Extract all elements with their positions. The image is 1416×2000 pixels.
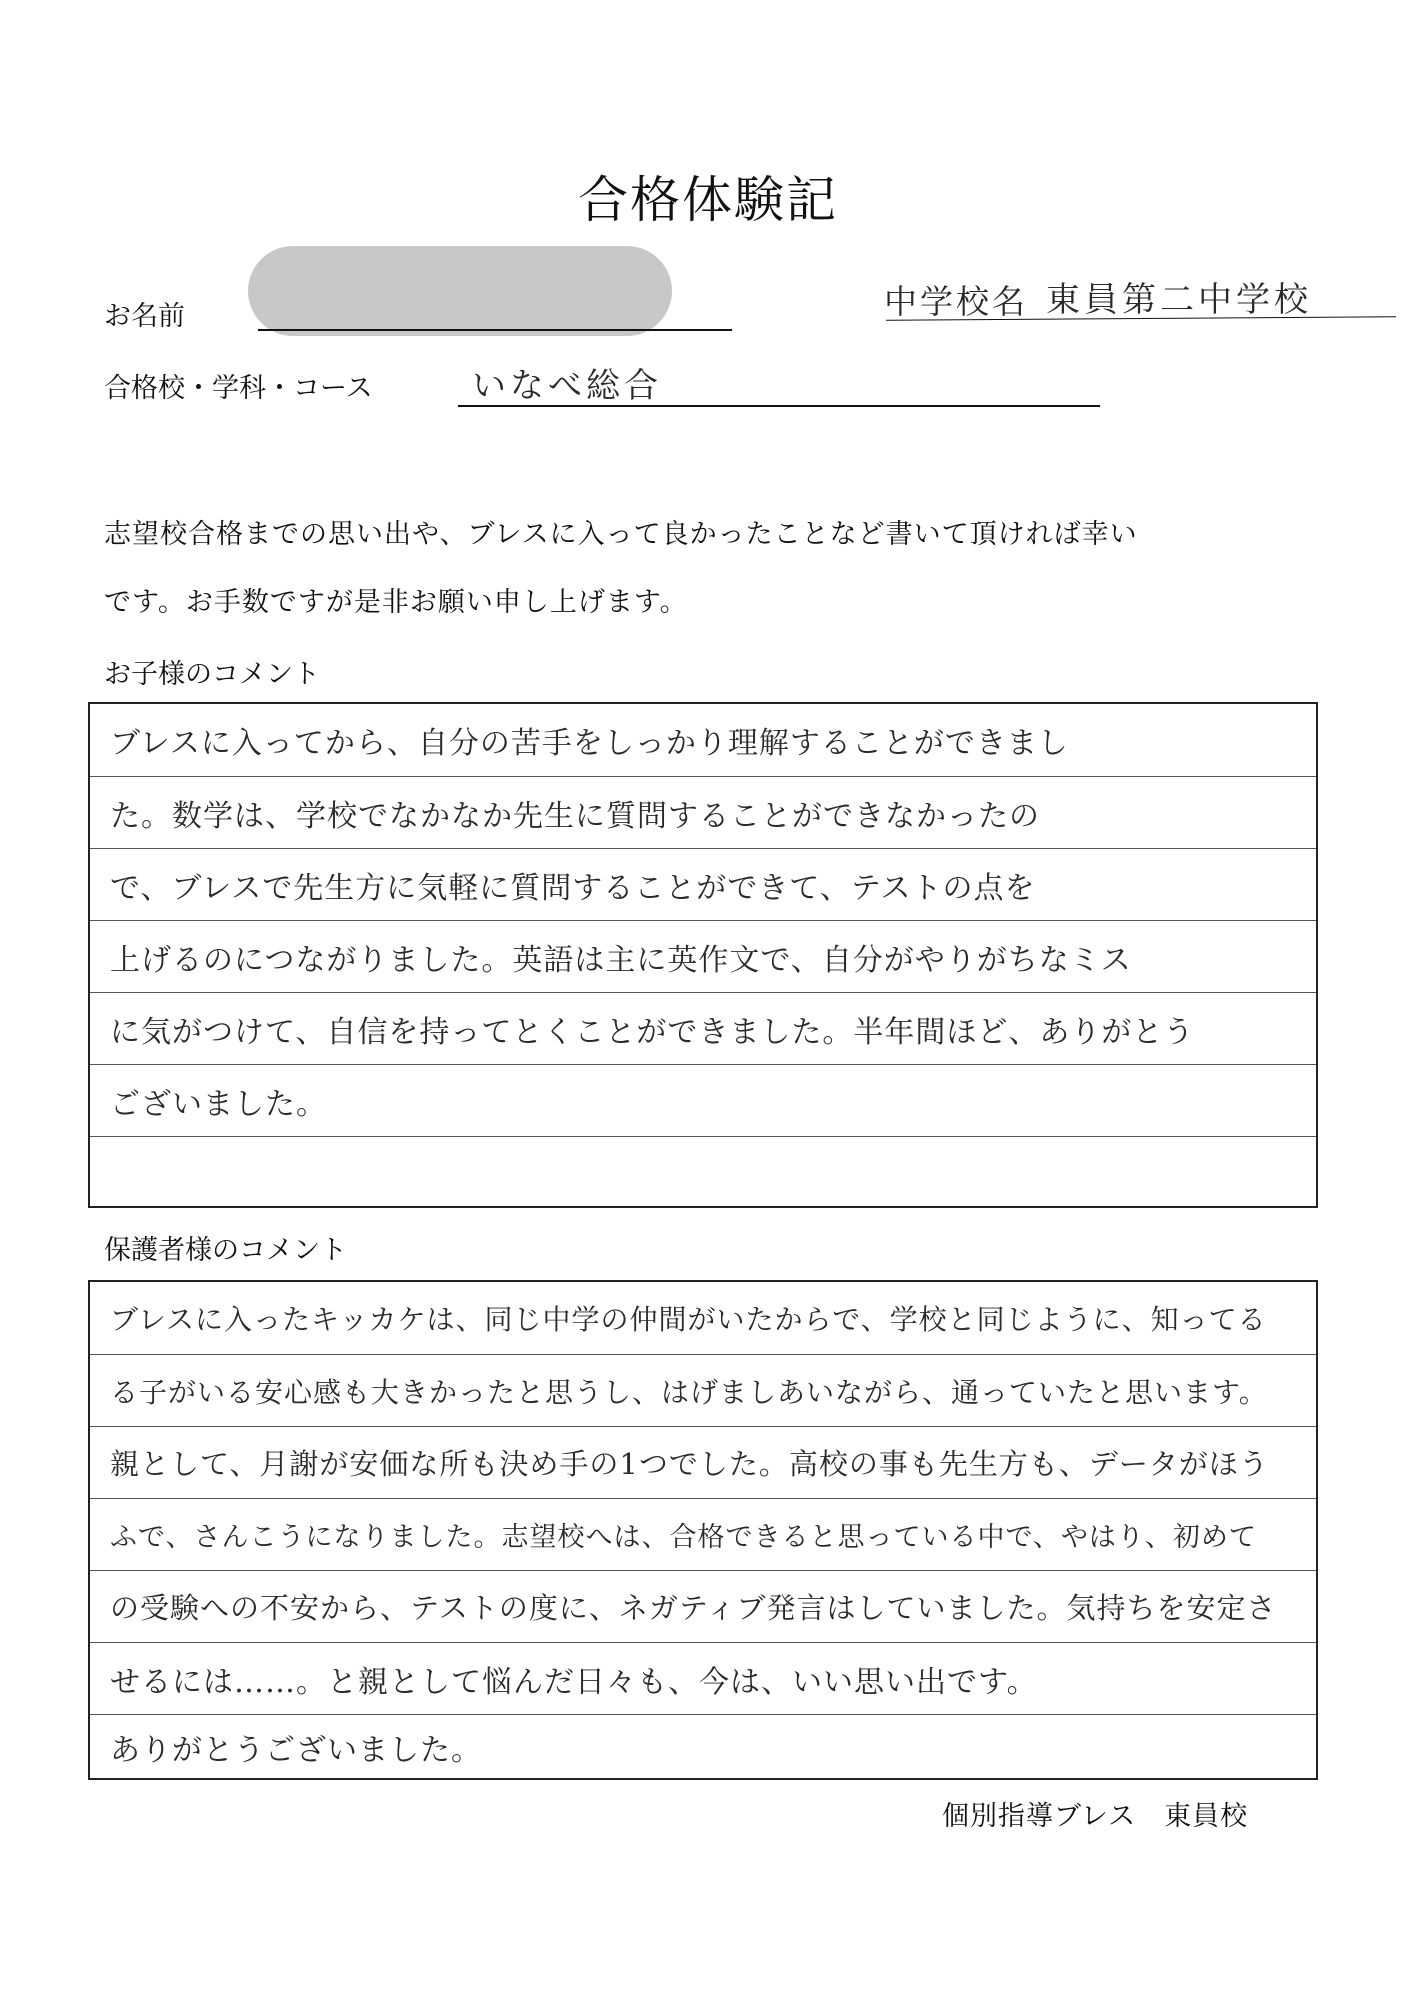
child-comment-row	[90, 920, 1316, 992]
passed-school-underline	[458, 405, 1100, 407]
parent-comment-label: 保護者様のコメント	[104, 1235, 347, 1266]
name-label: お名前	[104, 301, 185, 332]
parent-comment-text: ふで、さんこうになりました。志望校へは、合格できると思っている中で、やはり、初めて	[110, 1522, 1257, 1553]
child-comment-label: お子様のコメント	[104, 659, 320, 690]
parent-comment-row	[90, 1282, 1316, 1354]
passed-school-value: いなべ総合	[472, 366, 662, 406]
school-branch-footer: 個別指導ブレス 東員校	[942, 1801, 1249, 1832]
child-comment-text: に気がつけて、自信を持ってとくことができました。半年間ほど、ありがとう	[110, 1014, 1195, 1050]
parent-comment-row	[90, 1642, 1316, 1714]
parent-comment-box	[88, 1280, 1318, 1780]
child-comment-row	[90, 992, 1316, 1064]
parent-comment-row	[90, 1714, 1316, 1778]
child-comment-text: た。数学は、学校でなかなか先生に質問することができなかったの	[110, 798, 1040, 834]
child-comment-row	[90, 848, 1316, 920]
parent-comment-text: ありがとうございました。	[110, 1732, 482, 1768]
parent-comment-text: 親として、月謝が安価な所も決め手の1つでした。高校の事も先生方も、データがほう	[110, 1447, 1269, 1481]
parent-comment-text: る子がいる安心感も大きかったと思うし、はげましあいながら、通っていたと思います。	[110, 1375, 1268, 1409]
child-comment-text: ございました。	[110, 1086, 327, 1122]
intro-line-2: です。お手数ですが是非お願い申し上げます。	[104, 587, 688, 618]
intro-line-1: 志望校合格までの思い出や、ブレスに入って良かったことなど書いて頂ければ幸い	[104, 519, 1138, 550]
child-comment-row	[90, 704, 1316, 776]
passed-school-label: 合格校・学科・コース	[104, 373, 373, 404]
redacted-name	[248, 246, 672, 336]
school-label: 中学校名	[884, 282, 1028, 321]
parent-comment-row	[90, 1570, 1316, 1642]
parent-comment-row	[90, 1426, 1316, 1498]
parent-comment-row	[90, 1498, 1316, 1570]
child-comment-row	[90, 1064, 1316, 1136]
parent-comment-text: せるには……。と親として悩んだ日々も、今は、いい思い出です。	[110, 1664, 1038, 1700]
school-value: 東員第二中学校	[1046, 280, 1312, 320]
child-comment-box	[88, 702, 1318, 1208]
child-comment-row	[90, 776, 1316, 848]
parent-comment-text: の受験への不安から、テストの度に、ネガティブ発言はしていました。気持ちを安定さ	[110, 1591, 1277, 1625]
parent-comment-text: ブレスに入ったキッカケは、同じ中学の仲間がいたからで、学校と同じように、知ってる	[110, 1303, 1267, 1336]
parent-comment-row	[90, 1354, 1316, 1426]
child-comment-text: 上げるのにつながりました。英語は主に英作文で、自分がやりがちなミス	[110, 942, 1132, 978]
page-title: 合格体験記	[578, 171, 838, 229]
child-comment-row	[90, 1136, 1316, 1206]
child-comment-text: ブレスに入ってから、自分の苦手をしっかり理解することができまし	[110, 726, 1069, 761]
name-underline	[258, 329, 732, 331]
child-comment-text: で、ブレスで先生方に気軽に質問することができて、テストの点を	[110, 870, 1036, 906]
